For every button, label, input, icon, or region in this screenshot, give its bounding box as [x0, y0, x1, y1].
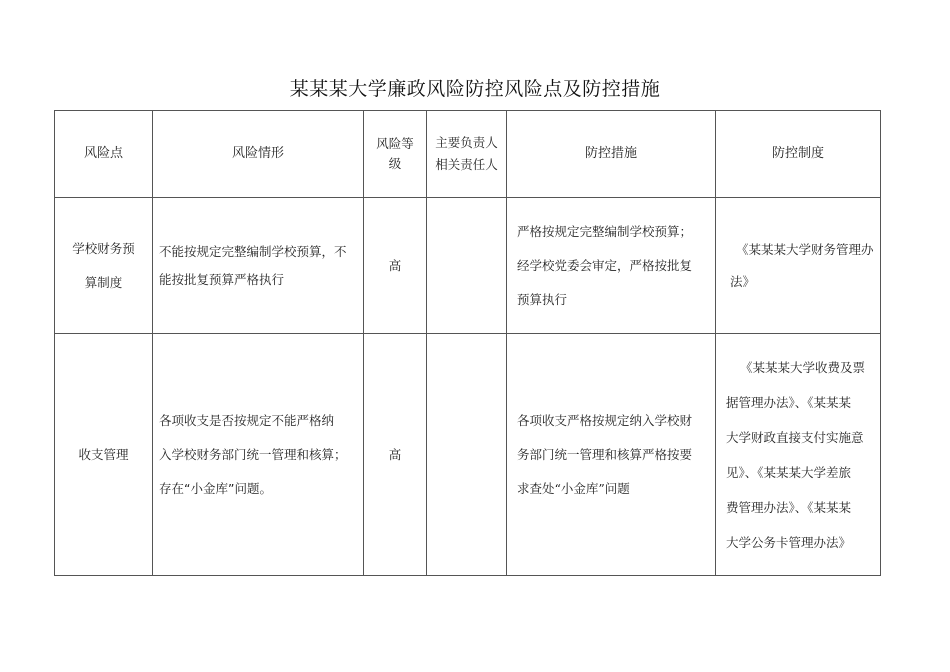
- header-risk-level-line1: 风险等: [376, 136, 414, 151]
- cell-risk-point-line1: 学校财务预: [72, 240, 135, 256]
- table-row: [55, 198, 881, 334]
- header-risk-level: [364, 111, 427, 198]
- cell-level-value: 高: [388, 257, 402, 273]
- header-risk-situation: 风险情形: [153, 111, 364, 198]
- header-risk-point: 风险点: [55, 111, 153, 198]
- cell-system-line1: 《某某某大学财务管理办: [736, 241, 874, 257]
- header-owner-line1: 主要负责人: [435, 135, 498, 150]
- document-title: 某某某大学廉政风险防控风险点及防控措施: [289, 78, 661, 100]
- cell-risk-level: [364, 198, 427, 334]
- table-row: [55, 334, 881, 576]
- cell-system-line5: 费管理办法》、《某某某: [726, 499, 852, 515]
- cell-risk-level: [364, 334, 427, 576]
- cell-level-value: 高: [388, 446, 402, 462]
- cell-system-line2: 法》: [730, 273, 756, 289]
- cell-owner: [427, 334, 507, 576]
- cell-risk-point: [55, 198, 153, 334]
- cell-situation-line3: 存在“小金库”问题。: [159, 480, 272, 496]
- cell-measures: [507, 334, 716, 576]
- cell-owner: [427, 198, 507, 334]
- cell-measures-line1: 严格按规定完整编制学校预算；: [517, 223, 693, 239]
- cell-measures-line3: 求查处“小金库”问题: [517, 480, 630, 496]
- cell-situation-line1: 不能按规定完整编制学校预算，不: [159, 243, 347, 259]
- cell-risk-point-line2: 算制度: [84, 274, 123, 290]
- cell-measures-line1: 各项收支严格按规定纳入学校财: [517, 412, 693, 428]
- cell-risk-point: [55, 334, 153, 576]
- risk-control-table: [54, 110, 881, 576]
- cell-measures: [507, 198, 716, 334]
- header-risk-level-line2: 级: [388, 156, 402, 171]
- cell-measures-line2: 经学校党委会审定，严格按批复: [517, 257, 693, 273]
- cell-measures-line3: 预算执行: [517, 291, 568, 307]
- cell-system-line1: 《某某某大学收费及票: [740, 359, 866, 375]
- header-system: 防控制度: [716, 111, 881, 198]
- cell-situation-line1: 各项收支是否按规定不能严格纳: [159, 412, 335, 428]
- table-header-row: [55, 111, 881, 198]
- cell-risk-situation: [153, 334, 364, 576]
- cell-risk-situation: [153, 198, 364, 334]
- header-measures: 防控措施: [507, 111, 716, 198]
- cell-system-line4: 见》、《某某某大学差旅: [726, 464, 852, 480]
- cell-system-line3: 大学财政直接支付实施意: [726, 429, 864, 445]
- header-owner: [427, 111, 507, 198]
- cell-measures-line2: 务部门统一管理和核算严格按要: [517, 446, 693, 462]
- cell-situation-line2: 入学校财务部门统一管理和核算；: [159, 446, 347, 462]
- cell-system: [716, 334, 881, 576]
- header-owner-line2: 相关责任人: [435, 157, 498, 172]
- cell-situation-line2: 能按批复预算严格执行: [159, 271, 285, 287]
- cell-system-line2: 据管理办法》、《某某某: [726, 394, 852, 410]
- cell-system-line6: 大学公务卡管理办法》: [726, 534, 852, 550]
- cell-system: [716, 198, 881, 334]
- cell-risk-point-text: 收支管理: [78, 446, 129, 462]
